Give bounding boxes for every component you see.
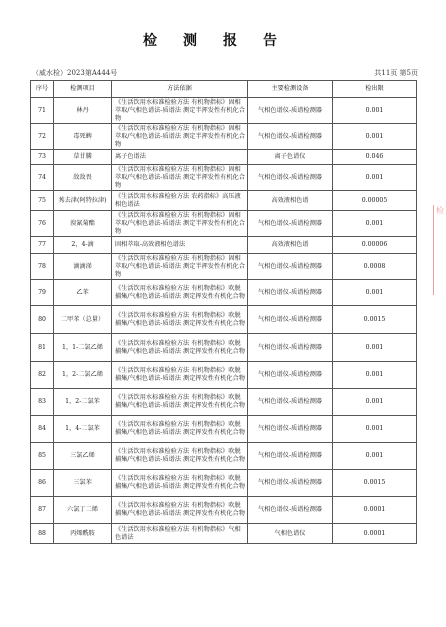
main-equipment: 气相色谱仪-质谱检测器 — [248, 165, 333, 191]
row-number: 81 — [31, 334, 54, 362]
row-number: 73 — [31, 150, 54, 165]
main-equipment: 气相色谱仪-质谱检测器 — [248, 362, 333, 389]
method-basis: 《生活饮用水标准检验方法 有机物指标》吹脱捕集/气相色谱法-质谱法 测定挥发性有机化合物 — [112, 280, 248, 306]
detection-limit: 0.001 — [333, 443, 417, 470]
main-equipment: 气相色谱仪-质谱检测器 — [248, 497, 333, 524]
table-row — [31, 334, 417, 362]
row-number: 80 — [31, 306, 54, 334]
method-basis: 《生活饮用水标准检验方法 有机物指标》吹脱捕集/气相色谱法-质谱法 测定挥发性有机化合物 — [112, 362, 248, 389]
column-header-equipment: 主要检测设备 — [248, 81, 333, 98]
method-basis: 固相萃取-高效液相色谱法 — [112, 237, 248, 254]
method-basis: 《生活饮用水标准检验方法 有机物指标》吹脱捕集/气相色谱法-质谱法 测定挥发性有机化合物 — [112, 416, 248, 443]
method-basis: 《生活饮用水标准检验方法 有机物指标》固相萃取/气相色谱法-质谱法 测定半挥发性有机化合物 — [112, 165, 248, 191]
method-basis: 《生活饮用水标准检验方法 有机物指标》固相萃取/气相色谱法-质谱法 测定半挥发性有机化合物 — [112, 124, 248, 150]
row-number: 84 — [31, 416, 54, 443]
detection-limit: 0.001 — [333, 416, 417, 443]
main-equipment: 高效液相色谱 — [248, 191, 333, 211]
table-row — [31, 254, 417, 280]
test-item: 三氯苯 — [54, 470, 112, 497]
column-header-method: 方法依据 — [112, 81, 248, 98]
seal-stamp-edge — [433, 205, 446, 295]
row-number: 78 — [31, 254, 54, 280]
test-item: 六氯丁二烯 — [54, 497, 112, 524]
test-item: 二甲苯（总量） — [54, 306, 112, 334]
detection-limit: 0.0015 — [333, 306, 417, 334]
test-item: 1，2-二氯乙烯 — [54, 362, 112, 389]
detection-limit: 0.001 — [333, 124, 417, 150]
detection-limit: 0.001 — [333, 389, 417, 416]
detection-limit: 0.0008 — [333, 254, 417, 280]
main-equipment: 气相色谱仪-质谱检测器 — [248, 306, 333, 334]
test-item: 溴氰菊酯 — [54, 211, 112, 237]
detection-limit: 0.00005 — [333, 191, 417, 211]
method-basis: 《生活饮用水标准检验方法 有机物指标》吹脱捕集/气相色谱法-质谱法 测定挥发性有机化合物 — [112, 497, 248, 524]
row-number: 75 — [31, 191, 54, 211]
table-row — [31, 389, 417, 416]
table-row — [31, 416, 417, 443]
method-basis: 离子色谱法 — [112, 150, 248, 165]
method-basis: 《生活饮用水标准检验方法 有机物指标》吹脱捕集/气相色谱法-质谱法 测定挥发性有机化合物 — [112, 389, 248, 416]
main-equipment: 气相色谱仪-质谱检测器 — [248, 280, 333, 306]
report-title: 检测报告 — [143, 33, 303, 49]
main-equipment: 气相色谱仪-质谱检测器 — [248, 443, 333, 470]
test-item: 乙苯 — [54, 280, 112, 306]
row-number: 72 — [31, 124, 54, 150]
method-basis: 《生活饮用水标准检验方法 有机物指标》吹脱捕集/气相色谱法-质谱法 测定挥发性有机化合物 — [112, 334, 248, 362]
test-item: 莠去津(阿特拉津) — [54, 191, 112, 211]
table-row — [31, 237, 417, 254]
report-number: （威水检）2023第A444号 — [32, 69, 118, 77]
main-equipment: 气相色谱仪-质谱检测器 — [248, 416, 333, 443]
detection-limit: 0.0015 — [333, 470, 417, 497]
table-row — [31, 524, 417, 544]
test-item: 1，1-二氯乙烯 — [54, 334, 112, 362]
main-equipment: 气相色谱仪-质谱检测器 — [248, 124, 333, 150]
table-row — [31, 191, 417, 211]
table-header-row — [31, 81, 417, 98]
row-number: 71 — [31, 98, 54, 124]
main-equipment: 气相色谱仪-质谱检测器 — [248, 98, 333, 124]
table-row — [31, 497, 417, 524]
table-row — [31, 280, 417, 306]
method-basis: 《生活饮用水标准检验方法 有机物指标》吹脱捕集/气相色谱法-质谱法 测定挥发性有机化合物 — [112, 306, 248, 334]
method-basis: 《生活饮用水标准检验方法 有机物指标》气相色谱法 — [112, 524, 248, 544]
main-equipment: 气相色谱仪-质谱检测器 — [248, 254, 333, 280]
table-row — [31, 211, 417, 237]
table-row — [31, 443, 417, 470]
row-number: 82 — [31, 362, 54, 389]
column-header-item: 检测项目 — [54, 81, 112, 98]
row-number: 86 — [31, 470, 54, 497]
stamp-mark-icon: 检 — [436, 206, 444, 215]
row-number: 83 — [31, 389, 54, 416]
test-item: 1，2-二氯苯 — [54, 389, 112, 416]
test-item: 草甘膦 — [54, 150, 112, 165]
test-item: 林丹 — [54, 98, 112, 124]
detection-limit: 0.00006 — [333, 237, 417, 254]
table-row — [31, 362, 417, 389]
method-basis: 《生活饮用水标准检验方法 有机物指标》吹脱捕集/气相色谱法-质谱法 测定挥发性有机化合物 — [112, 443, 248, 470]
test-item: 敌敌畏 — [54, 165, 112, 191]
main-equipment: 气相色谱仪-质谱检测器 — [248, 211, 333, 237]
detection-limit: 0.001 — [333, 98, 417, 124]
detection-limit: 0.0001 — [333, 524, 417, 544]
test-item: 丙烯酰胺 — [54, 524, 112, 544]
main-equipment: 气相色谱仪-质谱检测器 — [248, 389, 333, 416]
column-header-no: 序号 — [31, 81, 54, 98]
table-row — [31, 306, 417, 334]
table-row — [31, 124, 417, 150]
row-number: 85 — [31, 443, 54, 470]
method-basis: 《生活饮用水标准检验方法 有机物指标》吹脱捕集/气相色谱法-质谱法 测定挥发性有机化合物 — [112, 470, 248, 497]
row-number: 74 — [31, 165, 54, 191]
table-row — [31, 470, 417, 497]
row-number: 87 — [31, 497, 54, 524]
detection-limit: 0.001 — [333, 211, 417, 237]
method-basis: 《生活饮用水标准检验方法 农药指标》高压液相色谱法 — [112, 191, 248, 211]
test-item: 三氯乙烯 — [54, 443, 112, 470]
detection-limit: 0.0001 — [333, 497, 417, 524]
test-item: 1，4-二氯苯 — [54, 416, 112, 443]
row-number: 77 — [31, 237, 54, 254]
detection-limit: 0.001 — [333, 334, 417, 362]
detection-limit: 0.001 — [333, 362, 417, 389]
row-number: 79 — [31, 280, 54, 306]
column-header-limit: 检出限 — [333, 81, 417, 98]
detection-limit: 0.001 — [333, 280, 417, 306]
method-basis: 《生活饮用水标准检验方法 有机物指标》固相萃取/气相色谱法-质谱法 测定半挥发性有机化合物 — [112, 211, 248, 237]
test-item: 滴滴涕 — [54, 254, 112, 280]
test-item: 毒死蜱 — [54, 124, 112, 150]
results-table — [30, 80, 417, 544]
main-equipment: 气相色谱仪-质谱检测器 — [248, 334, 333, 362]
test-item: 2，4-滴 — [54, 237, 112, 254]
detection-limit: 0.046 — [333, 150, 417, 165]
row-number: 76 — [31, 211, 54, 237]
page-info: 共11页 第5页 — [374, 69, 418, 77]
row-number: 88 — [31, 524, 54, 544]
table-row — [31, 165, 417, 191]
main-equipment: 离子色谱仪 — [248, 150, 333, 165]
main-equipment: 气相色谱仪-质谱检测器 — [248, 470, 333, 497]
detection-limit: 0.001 — [333, 165, 417, 191]
table-row — [31, 150, 417, 165]
main-equipment: 气相色谱仪 — [248, 524, 333, 544]
table-row — [31, 98, 417, 124]
method-basis: 《生活饮用水标准检验方法 有机物指标》固相萃取/气相色谱法-质谱法 测定半挥发性有机化合物 — [112, 98, 248, 124]
method-basis: 《生活饮用水标准检验方法 有机物指标》固相萃取/气相色谱法-质谱法 测定半挥发性有机化合物 — [112, 254, 248, 280]
main-equipment: 高效液相色谱 — [248, 237, 333, 254]
